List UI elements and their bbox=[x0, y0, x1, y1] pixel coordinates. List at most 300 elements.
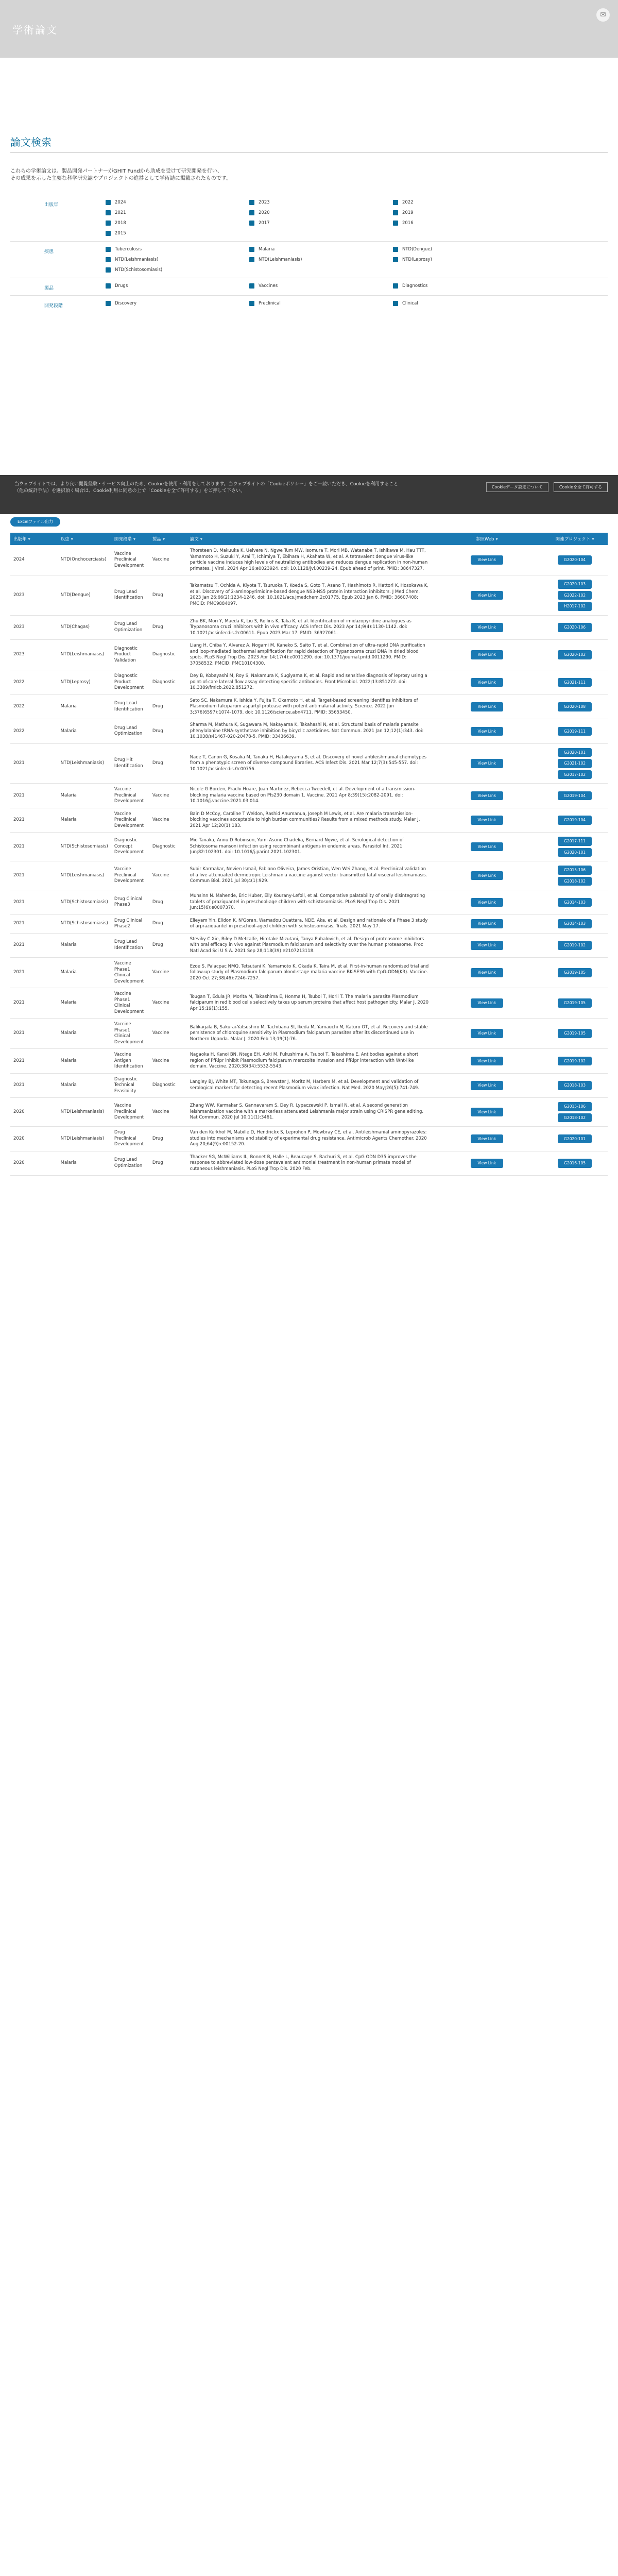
filter-option[interactable]: NTD(Leishmaniasis) bbox=[106, 256, 249, 263]
disease-cell: Malaria bbox=[58, 808, 111, 833]
stage-cell: Drug Lead Identification bbox=[111, 575, 149, 616]
project-link[interactable]: G2020-103 bbox=[558, 580, 592, 589]
product-cell: Drug bbox=[149, 694, 187, 719]
table-row bbox=[10, 1098, 608, 1127]
filter-option[interactable]: Tuberculosis bbox=[106, 246, 249, 253]
stage-cell: Drug Clinical Phase2 bbox=[111, 914, 149, 933]
table-row bbox=[10, 808, 608, 833]
project-link[interactable]: G2014-103 bbox=[558, 919, 592, 928]
filter-option[interactable]: NTD(Dengue) bbox=[393, 246, 537, 253]
share-button[interactable] bbox=[596, 8, 610, 22]
view-link-button[interactable]: View Link bbox=[471, 702, 504, 711]
disease-cell: NTD(Schistosomiasis) bbox=[58, 890, 111, 915]
table-row bbox=[10, 640, 608, 670]
disease-cell: Malaria bbox=[58, 784, 111, 808]
stage-cell: Drug Lead Optimization bbox=[111, 1151, 149, 1176]
link-cell bbox=[432, 1151, 542, 1176]
project-link[interactable]: G2021-102 bbox=[558, 759, 592, 768]
link-cell bbox=[432, 1127, 542, 1151]
sort-icon: ▾ bbox=[28, 537, 30, 542]
project-link[interactable]: G2020-108 bbox=[558, 702, 592, 711]
stage-cell: Drug Lead Identification bbox=[111, 694, 149, 719]
stage-cell: Vaccine Preclinical Development bbox=[111, 861, 149, 890]
grant-cell bbox=[542, 833, 608, 861]
view-link-button[interactable]: View Link bbox=[471, 898, 504, 907]
disease-cell: NTD(Chagas) bbox=[58, 615, 111, 640]
product-cell: Vaccine bbox=[149, 988, 187, 1019]
product-cell: Vaccine bbox=[149, 958, 187, 988]
checkbox[interactable] bbox=[106, 200, 111, 205]
citation-cell: Nagaoka H, Kanoi BN, Ntege EH, Aoki M, Fukushima A, Tsuboi T, Takashima E. Antibodies against a short region of PfRipr inhibit Plasmodium falciparum merozoite invasion and PfRipr interaction with Wnt-like domain. Vaccine. 2020;38(34):5532-5543. bbox=[187, 1049, 432, 1074]
citation-cell: Steviky C Xie, Riley D Metcalfe, Hirotake Mizutani, Tanya Puhalovich, et al. Design of proteasome inhibitors with oral efficacy in vivo against Plasmodium falciparum and selectivity over the human proteasome. Proc Natl Acad Sci U S A. 2021 Sep 28;118(39):e2107213118. bbox=[187, 933, 432, 958]
citation-cell: Liang H, Chiba Y, Alvarez A, Nogami M, Kaneko S, Saito T, et al. Combination of ultra-rapid DNA purification and loop-mediated isothermal amplification for rapid detection of Trypanosoma cruzi DNA in dried blood spots. PLoS Negl Trop Dis. 2023 Apr 14;17(4):e0011290. doi: 10.1371/journal.pntd.0011290. PMID: 37058532; PMCID: PMC10104300. bbox=[187, 640, 432, 670]
grant-cell bbox=[542, 743, 608, 784]
filter-option[interactable]: 2023 bbox=[249, 199, 393, 206]
product-cell: Vaccine bbox=[149, 808, 187, 833]
stage-cell: Vaccine Phase1 Clinical Development bbox=[111, 958, 149, 988]
link-cell bbox=[432, 988, 542, 1019]
disease-cell: Malaria bbox=[58, 988, 111, 1019]
product-cell: Vaccine bbox=[149, 861, 187, 890]
product-cell: Drug bbox=[149, 1127, 187, 1151]
view-link-button[interactable]: View Link bbox=[471, 842, 504, 852]
filter-option[interactable]: Drugs bbox=[106, 282, 249, 290]
link-cell bbox=[432, 1073, 542, 1098]
table-row bbox=[10, 615, 608, 640]
table-row bbox=[10, 1049, 608, 1074]
column-header-stage[interactable]: 開発段階 ▾ bbox=[111, 533, 149, 545]
column-header-product[interactable]: 製品 ▾ bbox=[149, 533, 187, 545]
link-cell bbox=[432, 861, 542, 890]
table-row bbox=[10, 1073, 608, 1098]
view-link-button[interactable]: View Link bbox=[471, 650, 504, 659]
table-row bbox=[10, 743, 608, 784]
filter-option[interactable]: NTD(Leprosy) bbox=[393, 256, 537, 263]
table-row bbox=[10, 1127, 608, 1151]
link-cell bbox=[432, 784, 542, 808]
checkbox[interactable] bbox=[249, 257, 254, 262]
year-cell: 2021 bbox=[10, 890, 58, 915]
filter-row-product bbox=[10, 278, 608, 295]
view-link-button[interactable]: View Link bbox=[471, 791, 504, 801]
filter-option[interactable]: 2021 bbox=[106, 209, 249, 216]
citation-cell: Zhu BK, Mori Y, Maeda K, Liu S, Rollins K, Taka K, et al. Identification of imidazopyridine analogues as Trypanosoma cruzi inhibitors with in vivo efficacy. ACS Infect Dis. 2023 Apr 14;9(4):1130-1142. doi: 10.1021/acsinfecdis.2c00611. Epub 2023 Mar 17. PMID: 36927061. bbox=[187, 615, 432, 640]
citation-cell: Van den Kerkhof M, Mabille D, Hendrickx S, Leprohon P, Mowbray CE, et al. Antileishmanial aminopyrazoles: studies into mechanisms and stability of experimental drug resistance. Antimicrob Agents Chemother. 2020 Aug 20;64(9):e00152-20. bbox=[187, 1127, 432, 1151]
citation-cell: Elieyam Yin, Elidon K. N'Goran, Wamadou Ouattara, NDE. Aka, et al. Design and rationale of a Phase 3 study of arpraziquantel in preschool-aged children with schistosomiasis. Trials. 2021 May 17. bbox=[187, 914, 432, 933]
product-cell: Drug bbox=[149, 933, 187, 958]
link-cell bbox=[432, 1019, 542, 1049]
table-row bbox=[10, 833, 608, 861]
view-link-button[interactable]: View Link bbox=[471, 919, 504, 928]
grant-cell bbox=[542, 575, 608, 616]
cookie-banner bbox=[0, 475, 618, 514]
grant-cell bbox=[542, 1098, 608, 1127]
filter-option[interactable]: Clinical bbox=[393, 300, 537, 307]
table-header-row bbox=[10, 533, 608, 545]
filter-option[interactable]: NTD(Schistosomiasis) bbox=[106, 266, 249, 274]
grant-cell bbox=[542, 784, 608, 808]
view-link-button[interactable]: View Link bbox=[471, 555, 504, 565]
header-title: 学術論文 bbox=[12, 23, 58, 36]
citation-cell: Thorsteen D, Makuuka K, Uelvere N, Ngwe Tum MW, Isomura T, Mori MB, Watanabe T, Ishikawa M, Hau TTT, Yamamoto H, Suzuki Y, Arai T, Ichimiya T, Ebihara H, Akahata W, et al. A tetravalent dengue virus-like particle vaccine induces high levels of neutralizing antibodies and reduces dengue replication in non-human primates. J Virol. 2024 Apr 16;e0023924. doi: 10.1128/jvi.00239-24. Epub ahead of print. PMID: 38647327. bbox=[187, 545, 432, 575]
project-link[interactable]: G2019-105 bbox=[558, 1029, 592, 1038]
column-header-project[interactable]: 関連プロジェクト ▾ bbox=[542, 533, 608, 545]
link-cell bbox=[432, 670, 542, 695]
table-row bbox=[10, 545, 608, 575]
project-link[interactable]: G2020-101 bbox=[558, 748, 592, 757]
citation-cell: Subir Karmakar, Nevien Ismail, Fabiano Oliveira, James Oristian, Wen Wei Zhang, et al. Preclinical validation of a live attenuated dermotropic Leishmania vaccine against vector transmitted fatal visceral leishmaniasis. Commun Biol. 2021 Jul 30;4(1):929. bbox=[187, 861, 432, 890]
table-row bbox=[10, 719, 608, 744]
checkbox[interactable] bbox=[393, 221, 398, 226]
citation-cell: Tougan T, Edula JR, Morita M, Takashima E, Honma H, Tsuboi T, Horii T. The malaria parasite Plasmodium falciparum in red blood cells selectively takes up serum proteins that affect host pathogenicity. Malar J. 2020 Apr 15;19(1):155. bbox=[187, 988, 432, 1019]
link-cell bbox=[432, 640, 542, 670]
checkbox[interactable] bbox=[393, 247, 398, 252]
product-cell: Drug bbox=[149, 575, 187, 616]
checkbox[interactable] bbox=[393, 200, 398, 205]
stage-cell: Drug Hit Identification bbox=[111, 743, 149, 784]
stage-cell: Vaccine Preclinical Development bbox=[111, 1098, 149, 1127]
project-link[interactable]: G2019-105 bbox=[558, 998, 592, 1008]
export-excel-button[interactable]: Excelファイル出力 bbox=[10, 517, 60, 527]
project-link[interactable]: G2015-106 bbox=[558, 866, 592, 875]
view-link-button[interactable]: View Link bbox=[471, 1108, 504, 1117]
view-link-button[interactable]: View Link bbox=[471, 1081, 504, 1090]
link-cell bbox=[432, 890, 542, 915]
product-cell: Drug bbox=[149, 743, 187, 784]
citation-cell: Takamatsu T, Ochida A, Kiyota T, Tsuruoka T, Koeda S, Goto T, Asano T, Hashimoto R, Hattori K, Hosokawa K, et al. Discovery of 2-aminopyrimidine-based dengue NS3-NS5 protein interaction inhibitors. J Med Chem. 2023 Jan 26;66(2):1234-1246. doi: 10.1021/acs.jmedchem.2c01775. Epub 2023 Jan 6. PMID: 36607408; PMCID: PMC9884097. bbox=[187, 575, 432, 616]
checkbox[interactable] bbox=[393, 301, 398, 306]
filter-option[interactable]: 2019 bbox=[393, 209, 537, 216]
sort-icon: ▾ bbox=[71, 537, 73, 542]
view-link-button[interactable]: View Link bbox=[471, 727, 504, 736]
checkbox[interactable] bbox=[249, 301, 254, 306]
project-link[interactable]: G2019-104 bbox=[558, 791, 592, 801]
checkbox[interactable] bbox=[106, 257, 111, 262]
citation-cell: Bain D McCoy, Caroline T Weldon, Rashid Anumanua, Joseph M Lewis, et al. Are malaria transmission-blocking vaccines acceptable to high burden communities? Results from a mixed methods study. Malar J. 2021 Apr 12;20(1):183. bbox=[187, 808, 432, 833]
grant-cell bbox=[542, 988, 608, 1019]
sort-icon: ▾ bbox=[495, 537, 498, 542]
disease-cell: NTD(Onchocerciasis) bbox=[58, 545, 111, 575]
disease-cell: Malaria bbox=[58, 1019, 111, 1049]
grant-cell bbox=[542, 545, 608, 575]
view-link-button[interactable]: View Link bbox=[471, 591, 504, 600]
project-link[interactable]: G2020-101 bbox=[558, 848, 592, 857]
project-link[interactable]: G2021-111 bbox=[558, 678, 592, 687]
table-row bbox=[10, 890, 608, 915]
grant-cell bbox=[542, 914, 608, 933]
project-link[interactable]: G2019-102 bbox=[558, 941, 592, 950]
product-cell: Vaccine bbox=[149, 1019, 187, 1049]
year-cell: 2021 bbox=[10, 988, 58, 1019]
filter-option[interactable]: 2024 bbox=[106, 199, 249, 206]
table-row bbox=[10, 933, 608, 958]
disease-cell: NTD(Leishmaniasis) bbox=[58, 743, 111, 784]
filter-option[interactable]: Diagnostics bbox=[393, 282, 537, 290]
view-link-button[interactable]: View Link bbox=[471, 678, 504, 687]
grant-cell bbox=[542, 640, 608, 670]
project-link[interactable]: G2018-102 bbox=[558, 1113, 592, 1123]
year-cell: 2021 bbox=[10, 958, 58, 988]
view-link-button[interactable]: View Link bbox=[471, 1029, 504, 1038]
link-cell bbox=[432, 743, 542, 784]
view-link-button[interactable]: View Link bbox=[471, 1134, 504, 1144]
link-cell bbox=[432, 545, 542, 575]
project-link[interactable]: G2015-106 bbox=[558, 1102, 592, 1111]
year-cell: 2020 bbox=[10, 1127, 58, 1151]
table-row bbox=[10, 1019, 608, 1049]
filter-row-year bbox=[10, 195, 608, 241]
grant-cell bbox=[542, 958, 608, 988]
link-cell bbox=[432, 914, 542, 933]
product-cell: Drug bbox=[149, 719, 187, 744]
stage-cell: Vaccine Preclinical Development bbox=[111, 545, 149, 575]
table-row bbox=[10, 1151, 608, 1176]
checkbox[interactable] bbox=[106, 283, 111, 289]
sort-icon: ▾ bbox=[133, 537, 136, 542]
product-cell: Diagnostic bbox=[149, 833, 187, 861]
project-link[interactable]: G2019-105 bbox=[558, 968, 592, 977]
filter-label: 開発段階 bbox=[44, 303, 63, 309]
stage-cell: Drug Lead Optimization bbox=[111, 719, 149, 744]
link-cell bbox=[432, 808, 542, 833]
cookie-settings-button[interactable]: Cookieデータ設定について bbox=[486, 482, 548, 492]
filter-option[interactable]: 2018 bbox=[106, 219, 249, 227]
project-link[interactable]: G2020-106 bbox=[558, 623, 592, 632]
column-header-disease[interactable]: 疾患 ▾ bbox=[58, 533, 111, 545]
grant-cell bbox=[542, 861, 608, 890]
checkbox[interactable] bbox=[393, 257, 398, 262]
grant-cell bbox=[542, 1019, 608, 1049]
page-description bbox=[10, 168, 608, 182]
year-cell: 2020 bbox=[10, 1098, 58, 1127]
year-cell: 2023 bbox=[10, 640, 58, 670]
view-link-button[interactable]: View Link bbox=[471, 1057, 504, 1066]
table-body bbox=[10, 545, 608, 1176]
stage-cell: Diagnostic Concept Development bbox=[111, 833, 149, 861]
project-link[interactable]: G2016-105 bbox=[558, 1159, 592, 1168]
product-cell: Vaccine bbox=[149, 784, 187, 808]
year-cell: 2021 bbox=[10, 833, 58, 861]
grant-cell bbox=[542, 890, 608, 915]
link-cell bbox=[432, 615, 542, 640]
page-title: 論文検索 bbox=[10, 134, 608, 152]
product-cell: Diagnostic bbox=[149, 640, 187, 670]
project-link[interactable]: G2019-104 bbox=[558, 816, 592, 825]
filter-label: 出版年 bbox=[44, 202, 59, 208]
sort-icon: ▾ bbox=[200, 537, 202, 542]
citation-cell: Nicole G Borden, Prachi Hoare, Juan Martinez, Rebecca Tweedell, et al. Development of a transmission-blocking malaria vaccine based on Pfs230 domain 1. Vaccine. 2021 Apr 8;39(15):2082-2091. doi: 10.1016/j.vaccine.2021.03.014. bbox=[187, 784, 432, 808]
project-link[interactable]: H2017-102 bbox=[558, 602, 592, 611]
project-link[interactable]: G2014-103 bbox=[558, 898, 592, 907]
product-cell: Drug bbox=[149, 890, 187, 915]
product-cell: Vaccine bbox=[149, 1049, 187, 1074]
sort-icon: ▾ bbox=[592, 537, 594, 542]
disease-cell: NTD(Schistosomiasis) bbox=[58, 914, 111, 933]
year-cell: 2021 bbox=[10, 1019, 58, 1049]
citation-cell: Mio Tanaka, Annu D Robinson, Yumi Asono Chadeka, Bernard Ngwe, et al. Serological detection of Schistosoma mansoni infection using recombinant antigens in endemic areas. Parasitol Int. 2021 Jun;82:102301. doi: 10.1016/j.parint.2021.102301. bbox=[187, 833, 432, 861]
view-link-button[interactable]: View Link bbox=[471, 623, 504, 632]
stage-cell: Diagnostic Product Development bbox=[111, 670, 149, 695]
checkbox[interactable] bbox=[106, 247, 111, 252]
year-cell: 2021 bbox=[10, 808, 58, 833]
stage-cell: Diagnostic Technical Feasibility bbox=[111, 1073, 149, 1098]
grant-cell bbox=[542, 719, 608, 744]
grant-cell bbox=[542, 615, 608, 640]
grant-cell bbox=[542, 1127, 608, 1151]
stage-cell: Vaccine Phase1 Clinical Development bbox=[111, 1019, 149, 1049]
citation-cell: Ezoe S, Palacpac NMQ, Tetsutani K, Yamamoto K, Okada K, Taira M, et al. First-in-human randomised trial and follow-up study of Plasmodium falciparum blood-stage malaria vaccine BK-SE36 with CpG-ODN(K3). Vaccine. 2020 Oct 27;38(46):7246-7257. bbox=[187, 958, 432, 988]
filter-option[interactable]: 2016 bbox=[393, 219, 537, 227]
filter-option[interactable]: Discovery bbox=[106, 300, 249, 307]
disease-cell: Malaria bbox=[58, 1151, 111, 1176]
disease-cell: Malaria bbox=[58, 1073, 111, 1098]
product-cell: Vaccine bbox=[149, 1098, 187, 1127]
citation-cell: Muhsinn N. Mahende, Eric Huber, Elly Kourany-Lefoll, et al. Comparative palatability of orally disintegrating tablets of praziquantel in preschool-age children with schistosomiasis. PLoS Negl Trop Dis. 2021 Jun;15(6):e0007370. bbox=[187, 890, 432, 915]
product-cell: Diagnostic bbox=[149, 1073, 187, 1098]
filter-option[interactable]: Preclinical bbox=[249, 300, 393, 307]
table-row bbox=[10, 670, 608, 695]
checkbox[interactable] bbox=[249, 200, 254, 205]
filter-option[interactable]: Vaccines bbox=[249, 282, 393, 290]
product-cell: Drug bbox=[149, 1151, 187, 1176]
disease-cell: Malaria bbox=[58, 694, 111, 719]
product-cell: Vaccine bbox=[149, 545, 187, 575]
project-link[interactable]: G2017-102 bbox=[558, 770, 592, 779]
filter-label: 疾患 bbox=[44, 249, 54, 255]
filter-option[interactable]: 2017 bbox=[249, 219, 393, 227]
stage-cell: Drug Lead Optimization bbox=[111, 615, 149, 640]
year-cell: 2022 bbox=[10, 694, 58, 719]
checkbox[interactable] bbox=[106, 221, 111, 226]
checkbox[interactable] bbox=[106, 301, 111, 306]
citation-cell: Naoe T, Canon G, Kosaka M, Tanaka H, Hatakeyama S, et al. Discovery of novel antileishmanial chemotypes from a phenotypic screen of diverse compound libraries. ACS Infect Dis. 2021 Mar 12;7(3):545-557. doi: 10.1021/acsinfecdis.0c00756. bbox=[187, 743, 432, 784]
table-row bbox=[10, 958, 608, 988]
column-header-web[interactable]: 参照Web ▾ bbox=[432, 533, 542, 545]
link-cell bbox=[432, 933, 542, 958]
view-link-button[interactable]: View Link bbox=[471, 968, 504, 977]
checkbox[interactable] bbox=[106, 267, 111, 273]
table-row bbox=[10, 988, 608, 1019]
filter-option[interactable]: 2015 bbox=[106, 230, 249, 237]
disease-cell: Malaria bbox=[58, 1049, 111, 1074]
disease-cell: NTD(Leishmaniasis) bbox=[58, 1098, 111, 1127]
view-link-button[interactable]: View Link bbox=[471, 759, 504, 768]
year-cell: 2021 bbox=[10, 933, 58, 958]
citation-cell: Sharma M, Mathura K, Sugawara M, Nakayama K, Takahashi N, et al. Structural basis of malaria parasite phenylalanine tRNA-synthetase inhibition by bicyclic azetidines. Nat Commun. 2021 Jan 12;12(1):343. doi: 10.1038/s41467-020-20478-5. PMID: 33436639. bbox=[187, 719, 432, 744]
column-header-year[interactable]: 出版年 ▾ bbox=[10, 533, 58, 545]
table-row bbox=[10, 784, 608, 808]
view-link-button[interactable]: View Link bbox=[471, 816, 504, 825]
link-cell bbox=[432, 1098, 542, 1127]
table-row bbox=[10, 861, 608, 890]
table-row bbox=[10, 914, 608, 933]
link-cell bbox=[432, 575, 542, 616]
project-link[interactable]: G2022-102 bbox=[558, 591, 592, 600]
year-cell: 2021 bbox=[10, 1073, 58, 1098]
checkbox[interactable] bbox=[249, 221, 254, 226]
project-link[interactable]: G2020-104 bbox=[558, 555, 592, 565]
disease-cell: NTD(Leishmaniasis) bbox=[58, 861, 111, 890]
filter-option[interactable]: 2022 bbox=[393, 199, 537, 206]
table-row bbox=[10, 575, 608, 616]
disease-cell: NTD(Leishmaniasis) bbox=[58, 1127, 111, 1151]
link-cell bbox=[432, 833, 542, 861]
citation-cell: Balikagala B, Sakurai-Yatsushiro M, Tachibana SI, Ikeda M, Yamauchi M, Katuro OT, et al. Recovery and stable persistence of chloroquine sensitivity in Plasmodium falciparum parasites after its discontinued use in Northern Uganda. Malar J. 2020 Feb 13;19(1):76. bbox=[187, 1019, 432, 1049]
disease-cell: NTD(Dengue) bbox=[58, 575, 111, 616]
grant-cell bbox=[542, 1073, 608, 1098]
project-link[interactable]: G2020-102 bbox=[558, 650, 592, 659]
checkbox[interactable] bbox=[393, 210, 398, 215]
citation-cell: Langley BJ, White MT, Tokunaga S, Brewster J, Moritz M, Harbers M, et al. Development and validation of serological markers for detecting recent Plasmodium vivax infection. Nat Med. 2020 May;26(5):741-749. bbox=[187, 1073, 432, 1098]
disease-cell: Malaria bbox=[58, 933, 111, 958]
stage-cell: Vaccine Preclinical Development bbox=[111, 784, 149, 808]
project-link[interactable]: G2017-111 bbox=[558, 837, 592, 846]
filter-option[interactable]: NTD(Leishmaniasis) bbox=[249, 256, 393, 263]
year-cell: 2023 bbox=[10, 615, 58, 640]
checkbox[interactable] bbox=[393, 283, 398, 289]
project-link[interactable]: G2018-103 bbox=[558, 1081, 592, 1090]
sort-icon: ▾ bbox=[162, 537, 165, 542]
page-header bbox=[0, 0, 618, 58]
checkbox[interactable] bbox=[249, 283, 254, 289]
checkbox[interactable] bbox=[106, 210, 111, 215]
link-cell bbox=[432, 719, 542, 744]
disease-cell: NTD(Leishmaniasis) bbox=[58, 640, 111, 670]
citation-cell: Thacker SG, McWilliams IL, Bonnet B, Halle L, Beaucage S, Rachuri S, et al. CpG ODN D35 improves the response to abbreviated low-dose pentavalent antimonial treatment in non-human primate model of cutaneous leishmaniasis. PLoS Negl Trop Dis. 2020 Feb. bbox=[187, 1151, 432, 1176]
project-link[interactable]: G2019-102 bbox=[558, 1057, 592, 1066]
checkbox[interactable] bbox=[249, 247, 254, 252]
view-link-button[interactable]: View Link bbox=[471, 998, 504, 1008]
view-link-button[interactable]: View Link bbox=[471, 871, 504, 880]
citation-cell: Sato SC, Nakamura K, Ishida Y, Fujita T, Okamoto H, et al. Target-based screening identifies inhibitors of Plasmodium falciparum aspartyl protease with potent antimalarial activity. Science. 2022 Jun 3;376(6597):1074-1079. doi: 10.1126/science.abn4711. PMID: 35653450. bbox=[187, 694, 432, 719]
filter-option[interactable]: Malaria bbox=[249, 246, 393, 253]
product-cell: Drug bbox=[149, 615, 187, 640]
year-cell: 2021 bbox=[10, 784, 58, 808]
product-cell: Diagnostic bbox=[149, 670, 187, 695]
year-cell: 2020 bbox=[10, 1151, 58, 1176]
filter-label: 製品 bbox=[44, 286, 54, 291]
filter-option[interactable]: 2020 bbox=[249, 209, 393, 216]
grant-cell bbox=[542, 1151, 608, 1176]
project-link[interactable]: G2020-101 bbox=[558, 1134, 592, 1144]
stage-cell: Drug Clinical Phase3 bbox=[111, 890, 149, 915]
table-row bbox=[10, 694, 608, 719]
stage-cell: Vaccine Antigen Identification bbox=[111, 1049, 149, 1074]
disease-cell: Malaria bbox=[58, 719, 111, 744]
filter-row-stage bbox=[10, 295, 608, 313]
link-cell bbox=[432, 694, 542, 719]
year-cell: 2022 bbox=[10, 670, 58, 695]
checkbox[interactable] bbox=[249, 210, 254, 215]
view-link-button[interactable]: View Link bbox=[471, 1159, 504, 1168]
stage-cell: Vaccine Preclinical Development bbox=[111, 808, 149, 833]
grant-cell bbox=[542, 933, 608, 958]
grant-cell bbox=[542, 670, 608, 695]
project-link[interactable]: G2018-102 bbox=[558, 877, 592, 886]
project-link[interactable]: G2019-111 bbox=[558, 727, 592, 736]
view-link-button[interactable]: View Link bbox=[471, 941, 504, 950]
column-header-paper[interactable]: 論文 ▾ bbox=[187, 533, 432, 545]
citation-cell: Zhang WW, Karmakar S, Gannavaram S, Dey R, Lypaczewski P, Ismail N, et al. A second generation leishmanization vaccine with a markerless attenuated Leishmania major strain using CRISPR gene editing. Nat Commun. 2020 Jul 10;11(1):3461. bbox=[187, 1098, 432, 1127]
year-cell: 2021 bbox=[10, 914, 58, 933]
cookie-text: 当ウェブサイトでは、より良い閲覧経験・サービス向上のため、Cookieを使用・利用をしております。当ウェブサイトの「Cookieポリシー」をご一読いただき、Cookieを利用すること（他の統計手法）を選択頂く場合は、Cookie利用に同意の上で「Cookieを全て許可する」をご押して下さい。 bbox=[14, 482, 399, 494]
checkbox[interactable] bbox=[106, 231, 111, 236]
cookie-accept-button[interactable]: Cookieを全て許可する bbox=[554, 482, 608, 492]
description-line: これらの学術論文は、製品開発パートナーがGHIT Fundから助成を受けて研究開発を行い、 bbox=[10, 168, 222, 174]
description-line: その成果を示した主要な科学研究誌やプロジェクトの進捗として学術誌に掲載されたものです。 bbox=[10, 176, 231, 181]
stage-cell: Drug Lead Identification bbox=[111, 933, 149, 958]
grant-cell bbox=[542, 808, 608, 833]
